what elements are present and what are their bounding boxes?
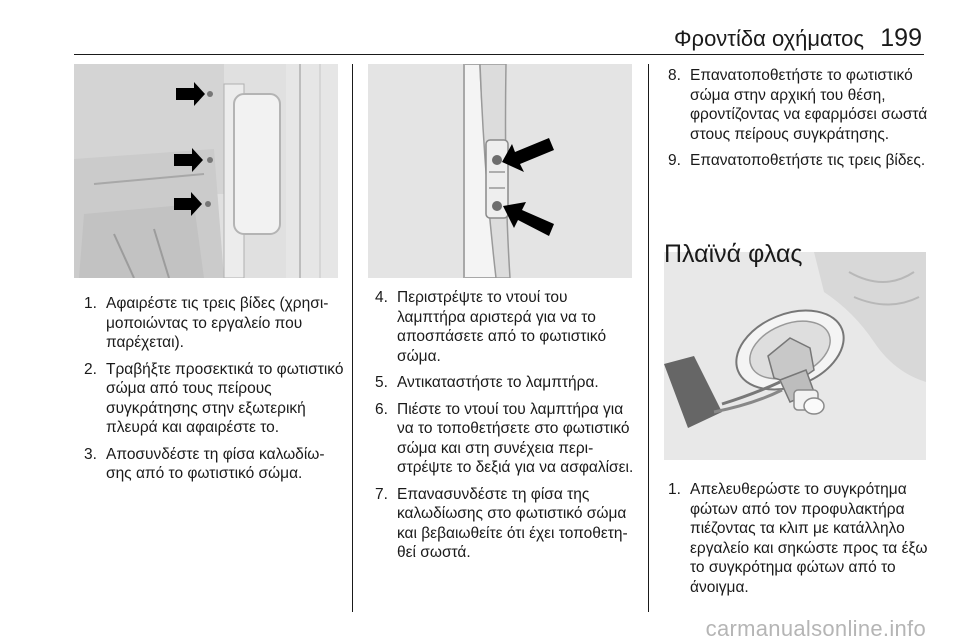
header-rule bbox=[74, 54, 924, 55]
step-number: 8. bbox=[668, 67, 681, 84]
column-divider-1 bbox=[352, 64, 353, 612]
page-header bbox=[0, 22, 960, 56]
list-item bbox=[375, 485, 637, 563]
list-item bbox=[375, 400, 637, 478]
step-number: 1. bbox=[668, 481, 681, 498]
step-text: Αντικαταστήστε το λαμπτήρα. bbox=[397, 374, 599, 391]
steps-list-col1 bbox=[84, 294, 344, 491]
list-item bbox=[668, 66, 930, 144]
step-text: Αφαιρέστε τις τρεις βίδες (χρησιμοποιώντας το εργαλείο που παρέχεται). bbox=[106, 295, 329, 351]
door-screws-illustration bbox=[74, 64, 338, 278]
step-text: Επανατοποθετήστε το φωτιστικό σώμα στην αρχική του θέση, φροντίζοντας να εφαρμόσει σωστά στους πείρους συγκράτησης. bbox=[690, 67, 928, 143]
lamp-housing-illustration bbox=[368, 64, 632, 278]
step-number: 6. bbox=[375, 400, 388, 418]
step-text: Πιέστε το ντουί του λαμπτήρα για να το τοποθετήσετε στο φωτιστικό σώμα και στη συνέχεια περιστρέψτε το δεξιά για να ασφαλίσει. bbox=[397, 400, 634, 476]
step-number: 4. bbox=[375, 289, 388, 306]
step-text: Επανατοποθετήστε τις τρεις βίδες. bbox=[690, 152, 926, 169]
step-text: Περιστρέψτε το ντουί του λαμπτήρα αριστερά για να το αποσπάσετε από το φωτιστικό σώμα. bbox=[397, 289, 607, 365]
column-divider-2 bbox=[648, 64, 649, 612]
header-title: Φροντίδα οχήματος bbox=[674, 26, 864, 51]
steps-list-col3-top bbox=[668, 66, 930, 178]
steps-list-col3-bottom bbox=[668, 480, 930, 604]
step-text: Απελευθερώστε το συγκρότημα φώτων από τον προφυλακτήρα πιέζοντας τα κλιπ με κατάλληλο εργαλείο και σηκώστε προς τα έξω το συγκρότημα φώτων από το άνοιγμα. bbox=[690, 481, 928, 596]
section-title: Πλαϊνά φλας bbox=[664, 240, 803, 268]
page-number: 199 bbox=[880, 24, 922, 52]
list-item bbox=[84, 294, 344, 353]
list-item bbox=[668, 480, 930, 597]
list-item bbox=[84, 360, 344, 438]
list-item bbox=[668, 151, 930, 171]
step-number: 2. bbox=[84, 360, 97, 378]
step-number: 9. bbox=[668, 152, 681, 169]
illustration-bulb-holder bbox=[368, 64, 632, 278]
step-text: Αποσυνδέστε τη φίσα καλωδίωσης από το φωτιστικό σώμα. bbox=[106, 445, 325, 482]
step-number: 1. bbox=[84, 295, 97, 312]
list-item bbox=[375, 288, 637, 366]
illustration-screws bbox=[74, 64, 338, 278]
illustration-side-indicator bbox=[664, 252, 926, 460]
step-number: 7. bbox=[375, 485, 388, 503]
step-text: Επανασυνδέστε τη φίσα της καλωδίωσης στο φωτιστικό σώμα και βεβαιωθείτε ότι έχει τοποθετηθεί σωστά. bbox=[397, 485, 628, 561]
step-text: Τραβήξτε προσεκτικά το φωτιστικό σώμα από τους πείρους συγκράτησης στην εξωτερική πλευρά και αφαιρέστε το. bbox=[106, 360, 344, 436]
side-indicator-illustration bbox=[664, 252, 926, 460]
list-item bbox=[84, 445, 344, 484]
step-number: 5. bbox=[375, 374, 388, 391]
list-item bbox=[375, 373, 637, 393]
watermark: carmanualsonline.info bbox=[705, 616, 926, 641]
steps-list-col2 bbox=[375, 288, 637, 570]
step-number: 3. bbox=[84, 445, 97, 463]
